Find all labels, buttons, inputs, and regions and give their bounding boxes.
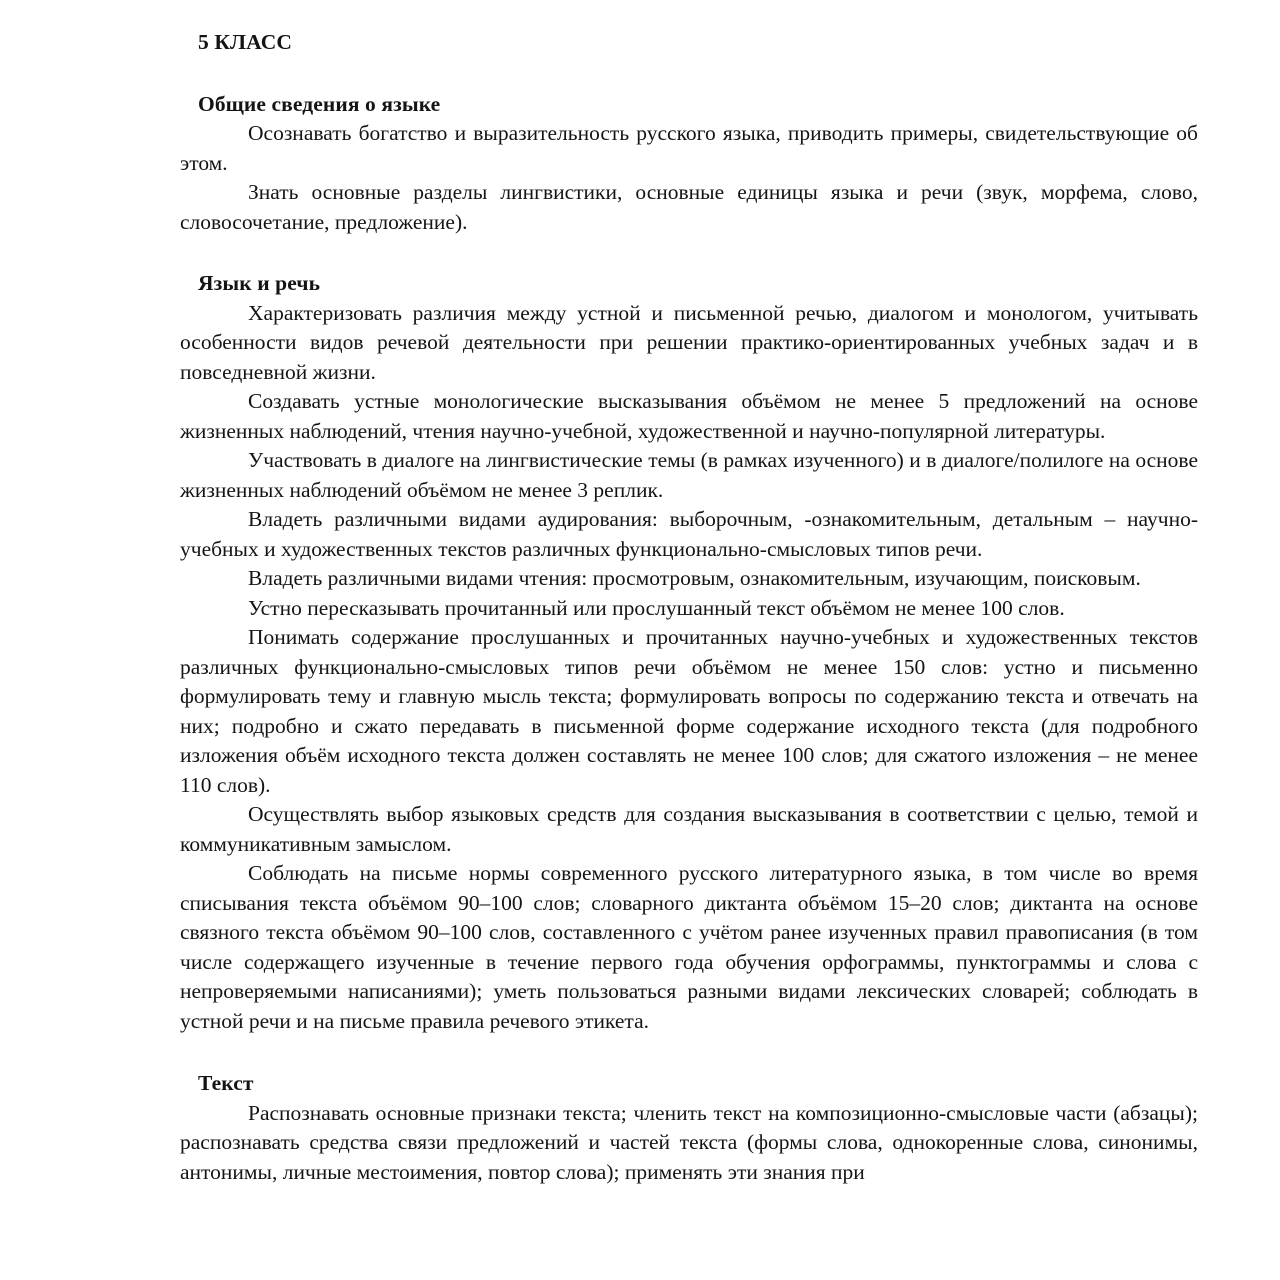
paragraph: Распознавать основные признаки текста; членить текст на композиционно-смысловые части (абзацы); распознавать средства связи предложений и частей текста (формы слова, однокоренные слова, синонимы, антонимы, личные местоимения, повтор слова); применять эти знания при — [180, 1100, 1198, 1184]
paragraph: Соблюдать на письме нормы современного русского литературного языка, в том числе во время списывания текста объёмом 90–100 слов; словарного диктанта объёмом 15–20 слов; диктанта на основе связного текста объёмом 90–100 слов, составленного с учётом ранее изученных правил правописания (в том числе содержащего изученные в течение первого года обучения орфограммы, пунктограммы и слова с непроверяемыми написаниями); уметь пользоваться разными видами лексических словарей; соблюдать в устной речи и на письме правила речевого этикета. — [180, 861, 1198, 1033]
spacer — [180, 58, 1198, 90]
section-heading-yazyk-i-rech: Язык и речь — [198, 271, 321, 295]
paragraph: Понимать содержание прослушанных и прочитанных научно-учебных и художественных текстов различных функционально-смысловых типов речи объёмом не менее 150 слов: устно и письменно формулировать тему и главную мысль текста; формулировать вопросы по содержанию текста и отвечать на них; подробно и сжато передавать в письменной форме содержание исходного текста (для подробного изложения объём исходного текста должен составлять не менее 100 слов; для сжатого изложения – не менее 110 слов). — [180, 625, 1198, 797]
paragraph: Создавать устные монологические высказывания объёмом не менее 5 предложений на основе жизненных наблюдений, чтения научно-учебной, художественной и научно-популярной литературы. — [180, 389, 1198, 443]
paragraph: Характеризовать различия между устной и письменной речью, диалогом и монологом, учитывать особенности видов речевой деятельности при решении практико-ориентированных учебных задач и в повседневной жизни. — [180, 300, 1198, 384]
document-body — [180, 28, 1198, 1187]
section-heading-obshchie-svedeniya: Общие сведения о языке — [198, 91, 441, 116]
paragraph: Осознавать богатство и выразительность русского языка, приводить примеры, свидетельствующие об этом. — [180, 121, 1198, 175]
paragraph: Знать основные разделы лингвистики, основные единицы языка и речи (звук, морфема, слово, словосочетание, предложение). — [180, 180, 1198, 234]
spacer — [180, 237, 1198, 269]
paragraph: Владеть различными видами чтения: просмотровым, ознакомительным, изучающим, поисковым. — [248, 566, 1141, 590]
spacer — [180, 1036, 1198, 1069]
page-title: 5 КЛАСС — [198, 30, 292, 54]
paragraph: Устно пересказывать прочитанный или прослушанный текст объёмом не менее 100 слов. — [248, 595, 1065, 620]
section-heading-tekst: Текст — [198, 1071, 254, 1095]
paragraph: Участвовать в диалоге на лингвистические темы (в рамках изученного) и в диалоге/полилоге на основе жизненных наблюдений объёмом не менее 3 реплик. — [180, 448, 1198, 502]
paragraph: Осуществлять выбор языковых средств для создания высказывания в соответствии с целью, темой и коммуникативным замыслом. — [180, 802, 1198, 856]
paragraph: Владеть различными видами аудирования: выборочным, -ознакомительным, детальным – научно-учебных и художественных текстов различных функционально-смысловых типов речи. — [180, 507, 1198, 561]
